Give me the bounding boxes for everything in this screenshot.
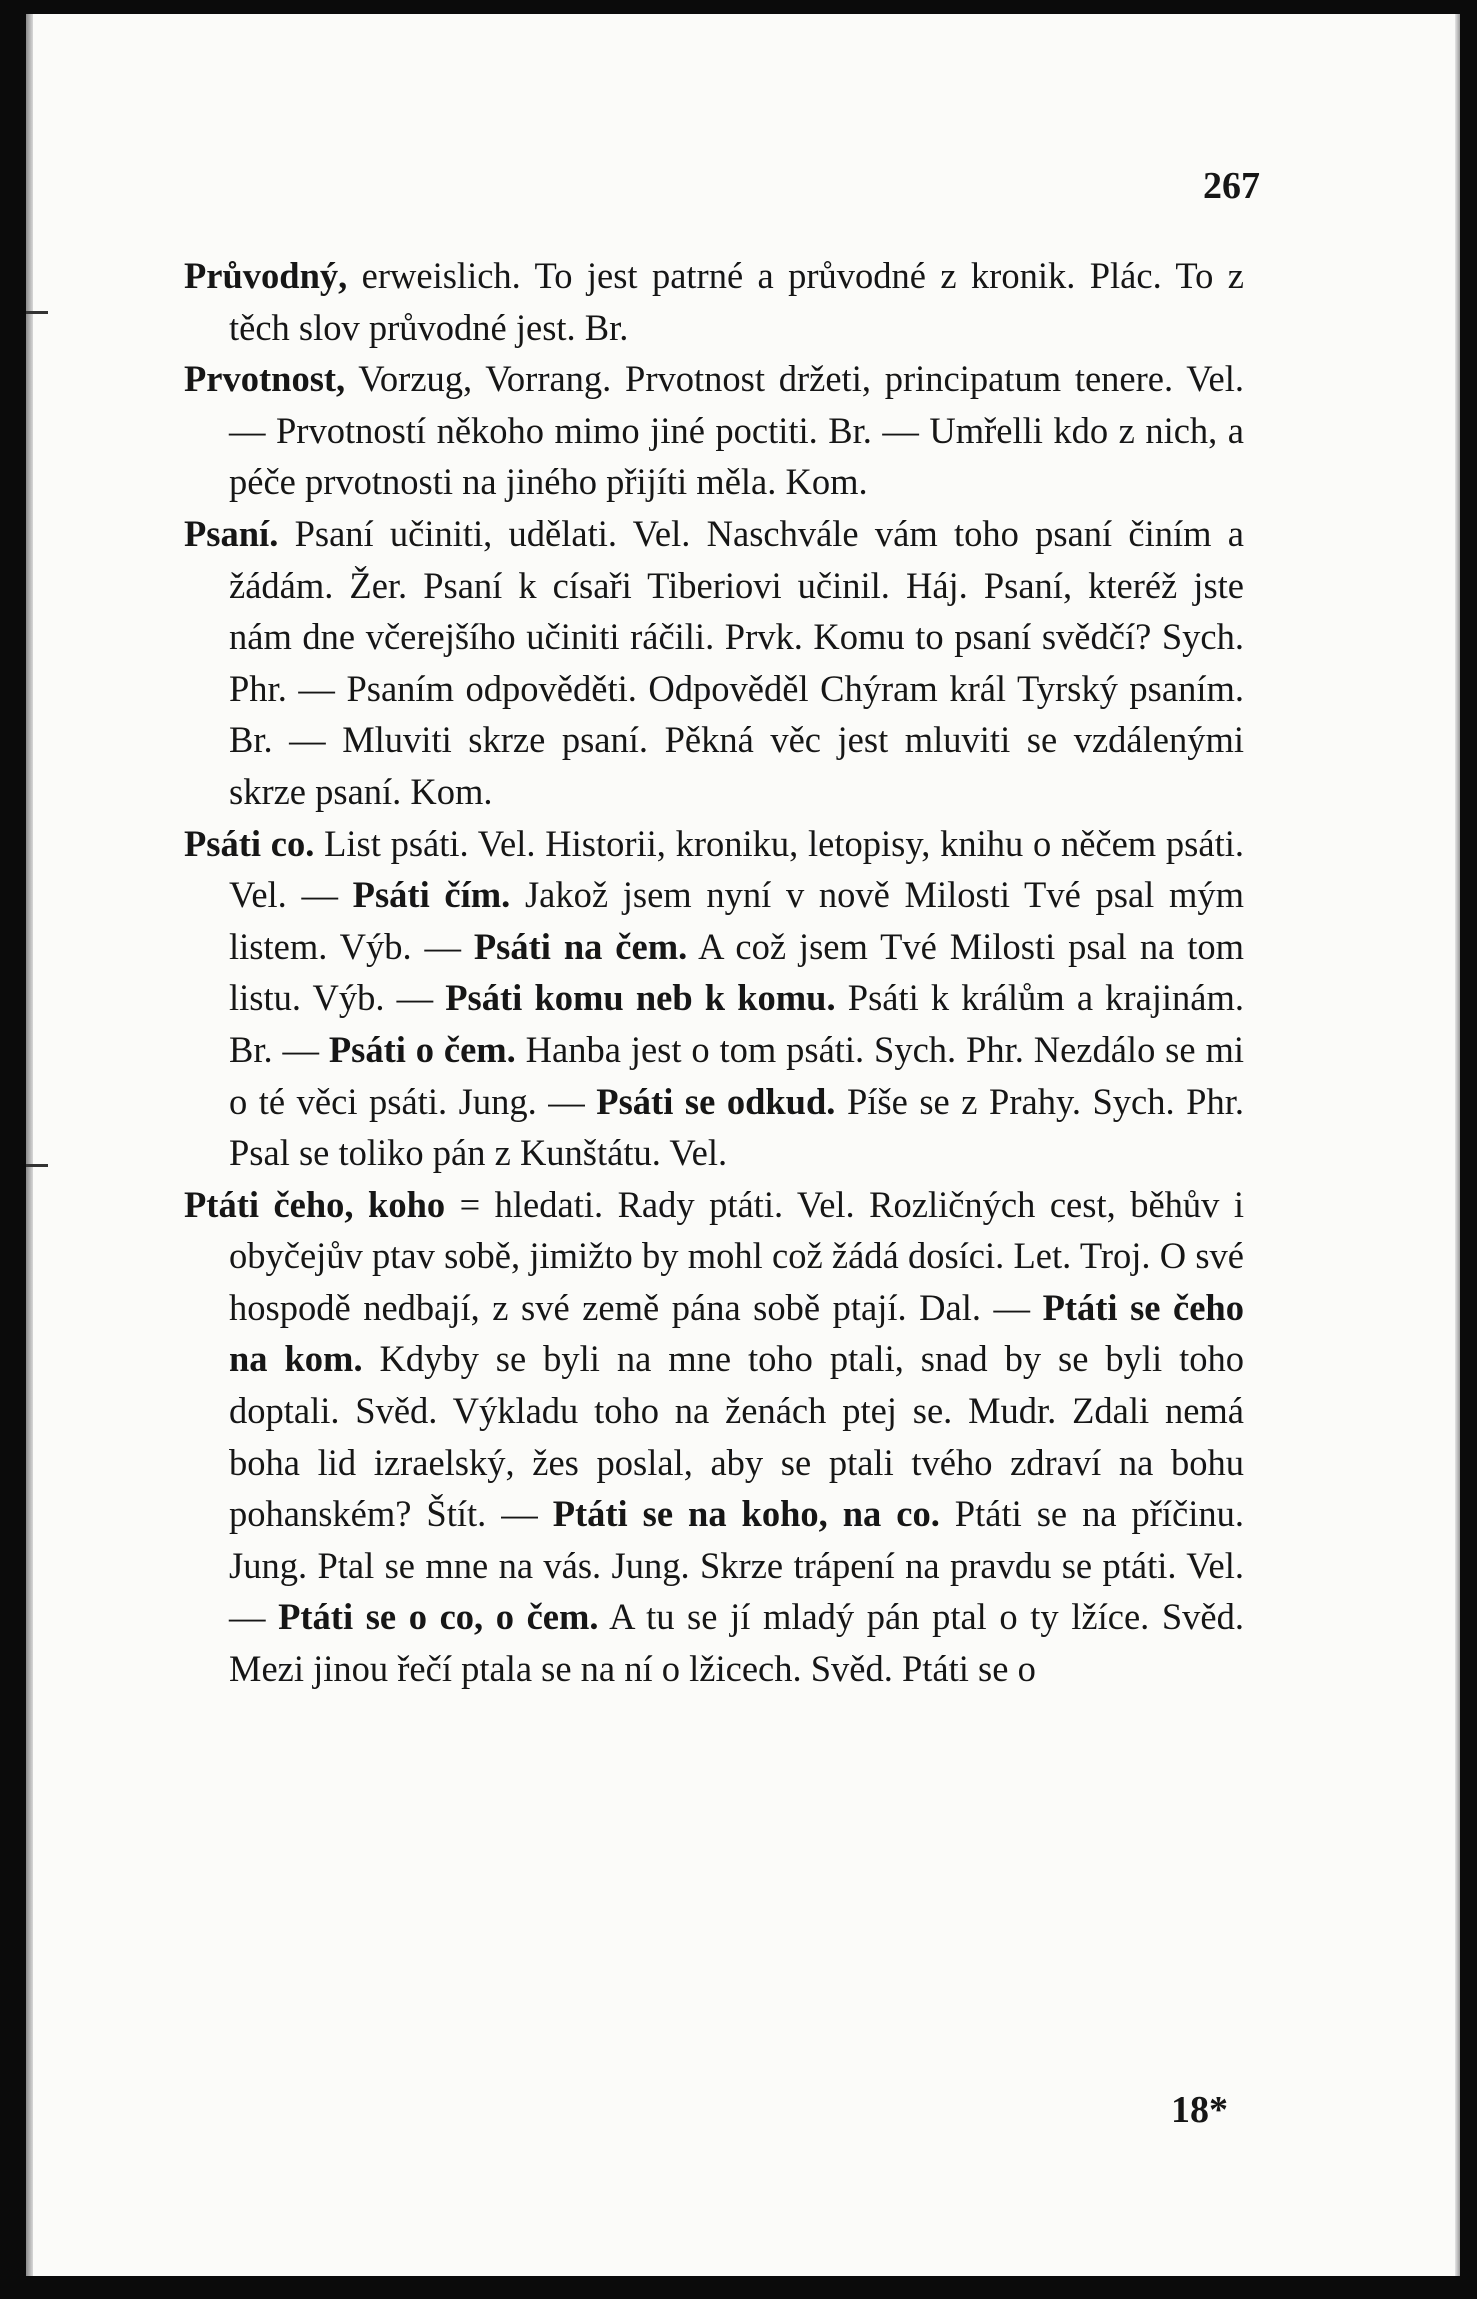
entry-psati	[184, 818, 1244, 1179]
entry-text: Píše se z Prahy. Sych. Phr. Psal se toliko pán z Kunštátu. Vel.	[229, 1080, 1244, 1174]
subentry-heading: Psáti o čem.	[328, 1028, 516, 1070]
page-right-edge	[1455, 14, 1460, 2276]
margin-mark	[26, 1164, 48, 1167]
dictionary-entries	[184, 250, 1244, 1695]
entry-text: Hanba jest o tom psáti. Sych. Phr. Nezdálo se mi o té věci psáti. Jung. —	[229, 1028, 1244, 1122]
page-left-edge	[26, 14, 33, 2276]
entry-text: Psáti k králům a krajinám. Br. —	[229, 977, 1245, 1070]
entry-text: Ptáti se na příčinu. Jung. Ptal se mne na vás. Jung. Skrze trápení na pravdu se ptáti. Vel. —	[229, 1493, 1244, 1638]
headword: Prvotnost,	[184, 358, 346, 400]
subentry-heading: Psáti komu neb k komu.	[445, 977, 836, 1019]
subentry-heading: Psáti čím.	[352, 874, 511, 916]
entry-text: Psaní učiniti, udělati. Vel. Naschvále vám toho psaní činím a žádám. Žer. Psaní k císaři Tiberiovi učinil. Háj. Psaní, kteréž jste nám dne včerejšího učiniti ráčili. Prvk. Komu to psaní svědčí? Sych. Phr. — Psaním odpověděti. Odpověděl Chýram král Tyrský psaním. Br. — Mluviti skrze psaní. Pěkná věc jest mluviti se vzdálenými skrze psaní. Kom.	[229, 512, 1244, 812]
entry-pruvodny	[184, 250, 1244, 353]
entry-ptati	[184, 1179, 1244, 1695]
entry-text: Vorzug, Vorrang. Prvotnost držeti, principatum tenere. Vel. — Prvotností někoho mimo jiné poctiti. Br. — Umřelli kdo z nich, a péče prvotnosti na jiného přijíti měla. Kom.	[229, 358, 1244, 503]
entry-psani	[184, 508, 1244, 818]
subentry-heading: Psáti na čem.	[473, 925, 688, 967]
headword: Psáti co.	[184, 822, 315, 864]
headword: Ptáti čeho, koho	[184, 1183, 446, 1225]
margin-mark	[26, 311, 48, 314]
headword: Psaní.	[184, 512, 279, 554]
subentry-heading: Ptáti se o co, o čem.	[278, 1596, 599, 1638]
entry-text: Jakož jsem nyní v nově Milosti Tvé psal mým listem. Výb. —	[229, 874, 1244, 967]
entry-text: Kdyby se byli na mne toho ptali, snad by se byli toho doptali. Svěd. Výkladu toho na ženách ptej se. Mudr. Zdali nemá boha lid izraelský, žes poslal, aby se ptali tvého zdraví na bohu pohanském? Štít. —	[229, 1338, 1244, 1535]
entry-text: List psáti. Vel. Historii, kroniku, letopisy, knihu o něčem psáti. Vel. —	[229, 822, 1244, 916]
subentry-heading: Psáti se odkud.	[596, 1080, 836, 1122]
entry-text: A což jsem Tvé Milosti psal na tom listu. Výb. —	[229, 925, 1244, 1019]
entry-text: erweislich. To jest patrné a průvodné z kronik. Plác. To z těch slov průvodné jest. Br.	[229, 255, 1244, 348]
entry-text: A tu se jí mladý pán ptal o ty lžíce. Svěd. Mezi jinou řečí ptala se na ní o lžicech. Svěd. Ptáti se o	[229, 1596, 1244, 1690]
subentry-heading: Ptáti se čeho na kom.	[229, 1286, 1244, 1380]
entry-text: = hledati. Rady ptáti. Vel. Rozličných cest, běhův i obyčejův ptav sobě, jimižto by mohl což žádá dosíci. Let. Troj. O své hospodě nedbají, z své země pána sobě ptají. Dal. —	[229, 1183, 1245, 1328]
signature-mark: 18*	[1171, 2089, 1228, 2131]
book-page	[26, 14, 1460, 2276]
headword: Průvodný,	[184, 255, 348, 296]
subentry-heading: Ptáti se na koho, na co.	[552, 1493, 940, 1535]
entry-prvotnost	[184, 353, 1244, 508]
page-number: 267	[1203, 165, 1260, 207]
